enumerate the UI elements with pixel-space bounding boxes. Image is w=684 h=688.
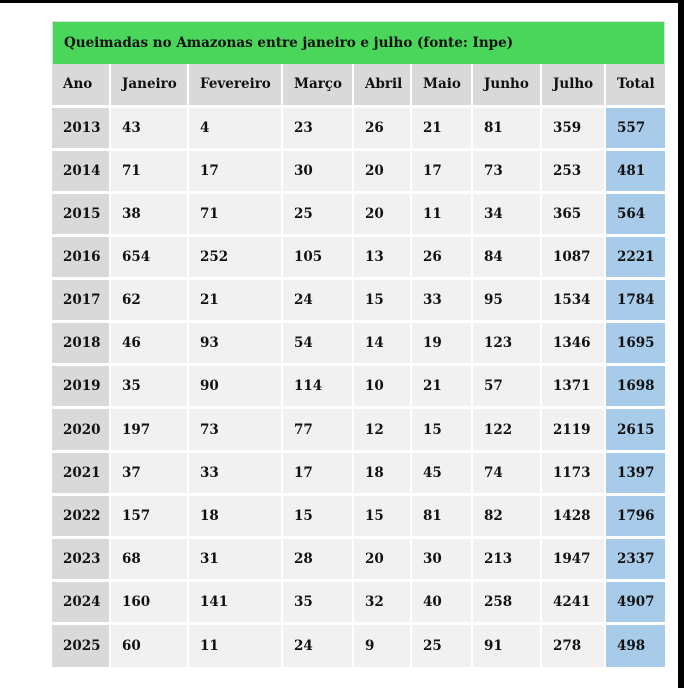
month-value-cell: 1534 xyxy=(541,279,605,322)
month-value-cell: 90 xyxy=(188,365,282,408)
month-value-cell: 359 xyxy=(541,106,605,149)
month-value-cell: 20 xyxy=(353,192,411,235)
column-header-2: Fevereiro xyxy=(188,64,282,106)
month-value-cell: 93 xyxy=(188,322,282,365)
table-body xyxy=(52,106,665,667)
month-value-cell: 15 xyxy=(353,279,411,322)
month-value-cell: 26 xyxy=(411,235,472,278)
month-value-cell: 62 xyxy=(110,279,188,322)
column-header-6: Junho xyxy=(472,64,541,106)
month-value-cell: 17 xyxy=(282,451,353,494)
month-value-cell: 123 xyxy=(472,322,541,365)
table-row xyxy=(52,537,665,580)
month-value-cell: 114 xyxy=(282,365,353,408)
month-value-cell: 31 xyxy=(188,537,282,580)
month-value-cell: 15 xyxy=(353,494,411,537)
month-value-cell: 81 xyxy=(411,494,472,537)
month-value-cell: 4241 xyxy=(541,581,605,624)
right-frame-border xyxy=(678,0,684,688)
total-cell: 1397 xyxy=(605,451,665,494)
total-cell: 2221 xyxy=(605,235,665,278)
table-row xyxy=(52,494,665,537)
year-cell: 2025 xyxy=(52,624,110,667)
burn-data-table xyxy=(52,64,665,667)
month-value-cell: 82 xyxy=(472,494,541,537)
month-value-cell: 60 xyxy=(110,624,188,667)
month-value-cell: 23 xyxy=(282,106,353,149)
month-value-cell: 30 xyxy=(411,537,472,580)
month-value-cell: 84 xyxy=(472,235,541,278)
total-cell: 481 xyxy=(605,149,665,192)
year-cell: 2021 xyxy=(52,451,110,494)
year-cell: 2023 xyxy=(52,537,110,580)
month-value-cell: 11 xyxy=(411,192,472,235)
month-value-cell: 21 xyxy=(411,365,472,408)
month-value-cell: 68 xyxy=(110,537,188,580)
month-value-cell: 4 xyxy=(188,106,282,149)
column-header-0: Ano xyxy=(52,64,110,106)
month-value-cell: 278 xyxy=(541,624,605,667)
year-cell: 2022 xyxy=(52,494,110,537)
month-value-cell: 1087 xyxy=(541,235,605,278)
column-header-5: Maio xyxy=(411,64,472,106)
total-cell: 1784 xyxy=(605,279,665,322)
total-cell: 1698 xyxy=(605,365,665,408)
month-value-cell: 1947 xyxy=(541,537,605,580)
column-header-8: Total xyxy=(605,64,665,106)
table-row xyxy=(52,279,665,322)
month-value-cell: 95 xyxy=(472,279,541,322)
month-value-cell: 18 xyxy=(188,494,282,537)
year-cell: 2019 xyxy=(52,365,110,408)
table-row xyxy=(52,106,665,149)
month-value-cell: 13 xyxy=(353,235,411,278)
total-cell: 2615 xyxy=(605,408,665,451)
month-value-cell: 37 xyxy=(110,451,188,494)
month-value-cell: 24 xyxy=(282,279,353,322)
column-header-7: Julho xyxy=(541,64,605,106)
month-value-cell: 54 xyxy=(282,322,353,365)
total-cell: 2337 xyxy=(605,537,665,580)
month-value-cell: 157 xyxy=(110,494,188,537)
month-value-cell: 21 xyxy=(411,106,472,149)
table-row xyxy=(52,322,665,365)
top-frame-border xyxy=(0,0,684,3)
month-value-cell: 160 xyxy=(110,581,188,624)
month-value-cell: 35 xyxy=(282,581,353,624)
month-value-cell: 32 xyxy=(353,581,411,624)
table-row xyxy=(52,235,665,278)
month-value-cell: 25 xyxy=(282,192,353,235)
table-row xyxy=(52,451,665,494)
month-value-cell: 81 xyxy=(472,106,541,149)
month-value-cell: 38 xyxy=(110,192,188,235)
month-value-cell: 28 xyxy=(282,537,353,580)
month-value-cell: 73 xyxy=(472,149,541,192)
year-cell: 2016 xyxy=(52,235,110,278)
table-row xyxy=(52,581,665,624)
month-value-cell: 18 xyxy=(353,451,411,494)
month-value-cell: 12 xyxy=(353,408,411,451)
month-value-cell: 33 xyxy=(411,279,472,322)
month-value-cell: 1346 xyxy=(541,322,605,365)
column-header-1: Janeiro xyxy=(110,64,188,106)
header-row xyxy=(52,64,665,106)
total-cell: 557 xyxy=(605,106,665,149)
month-value-cell: 105 xyxy=(282,235,353,278)
month-value-cell: 9 xyxy=(353,624,411,667)
month-value-cell: 213 xyxy=(472,537,541,580)
month-value-cell: 71 xyxy=(188,192,282,235)
year-cell: 2024 xyxy=(52,581,110,624)
year-cell: 2014 xyxy=(52,149,110,192)
month-value-cell: 40 xyxy=(411,581,472,624)
month-value-cell: 20 xyxy=(353,149,411,192)
month-value-cell: 15 xyxy=(411,408,472,451)
month-value-cell: 71 xyxy=(110,149,188,192)
data-table-container xyxy=(52,21,665,667)
total-cell: 498 xyxy=(605,624,665,667)
table-row xyxy=(52,624,665,667)
month-value-cell: 365 xyxy=(541,192,605,235)
month-value-cell: 35 xyxy=(110,365,188,408)
month-value-cell: 26 xyxy=(353,106,411,149)
month-value-cell: 19 xyxy=(411,322,472,365)
year-cell: 2015 xyxy=(52,192,110,235)
table-row xyxy=(52,192,665,235)
month-value-cell: 11 xyxy=(188,624,282,667)
month-value-cell: 10 xyxy=(353,365,411,408)
total-cell: 564 xyxy=(605,192,665,235)
month-value-cell: 17 xyxy=(411,149,472,192)
table-row xyxy=(52,408,665,451)
year-cell: 2020 xyxy=(52,408,110,451)
month-value-cell: 20 xyxy=(353,537,411,580)
total-cell: 4907 xyxy=(605,581,665,624)
month-value-cell: 21 xyxy=(188,279,282,322)
month-value-cell: 91 xyxy=(472,624,541,667)
total-cell: 1695 xyxy=(605,322,665,365)
year-cell: 2017 xyxy=(52,279,110,322)
month-value-cell: 14 xyxy=(353,322,411,365)
month-value-cell: 73 xyxy=(188,408,282,451)
month-value-cell: 1371 xyxy=(541,365,605,408)
month-value-cell: 33 xyxy=(188,451,282,494)
month-value-cell: 74 xyxy=(472,451,541,494)
month-value-cell: 45 xyxy=(411,451,472,494)
month-value-cell: 24 xyxy=(282,624,353,667)
table-row xyxy=(52,365,665,408)
year-cell: 2013 xyxy=(52,106,110,149)
month-value-cell: 253 xyxy=(541,149,605,192)
total-cell: 1796 xyxy=(605,494,665,537)
month-value-cell: 197 xyxy=(110,408,188,451)
month-value-cell: 2119 xyxy=(541,408,605,451)
month-value-cell: 30 xyxy=(282,149,353,192)
month-value-cell: 1173 xyxy=(541,451,605,494)
table-row xyxy=(52,149,665,192)
month-value-cell: 57 xyxy=(472,365,541,408)
month-value-cell: 122 xyxy=(472,408,541,451)
column-header-4: Abril xyxy=(353,64,411,106)
month-value-cell: 252 xyxy=(188,235,282,278)
month-value-cell: 34 xyxy=(472,192,541,235)
month-value-cell: 258 xyxy=(472,581,541,624)
month-value-cell: 654 xyxy=(110,235,188,278)
year-cell: 2018 xyxy=(52,322,110,365)
month-value-cell: 46 xyxy=(110,322,188,365)
month-value-cell: 141 xyxy=(188,581,282,624)
column-header-3: Março xyxy=(282,64,353,106)
month-value-cell: 17 xyxy=(188,149,282,192)
month-value-cell: 25 xyxy=(411,624,472,667)
month-value-cell: 15 xyxy=(282,494,353,537)
table-title: Queimadas no Amazonas entre janeiro e julho (fonte: Inpe) xyxy=(52,21,665,64)
month-value-cell: 77 xyxy=(282,408,353,451)
month-value-cell: 43 xyxy=(110,106,188,149)
month-value-cell: 1428 xyxy=(541,494,605,537)
